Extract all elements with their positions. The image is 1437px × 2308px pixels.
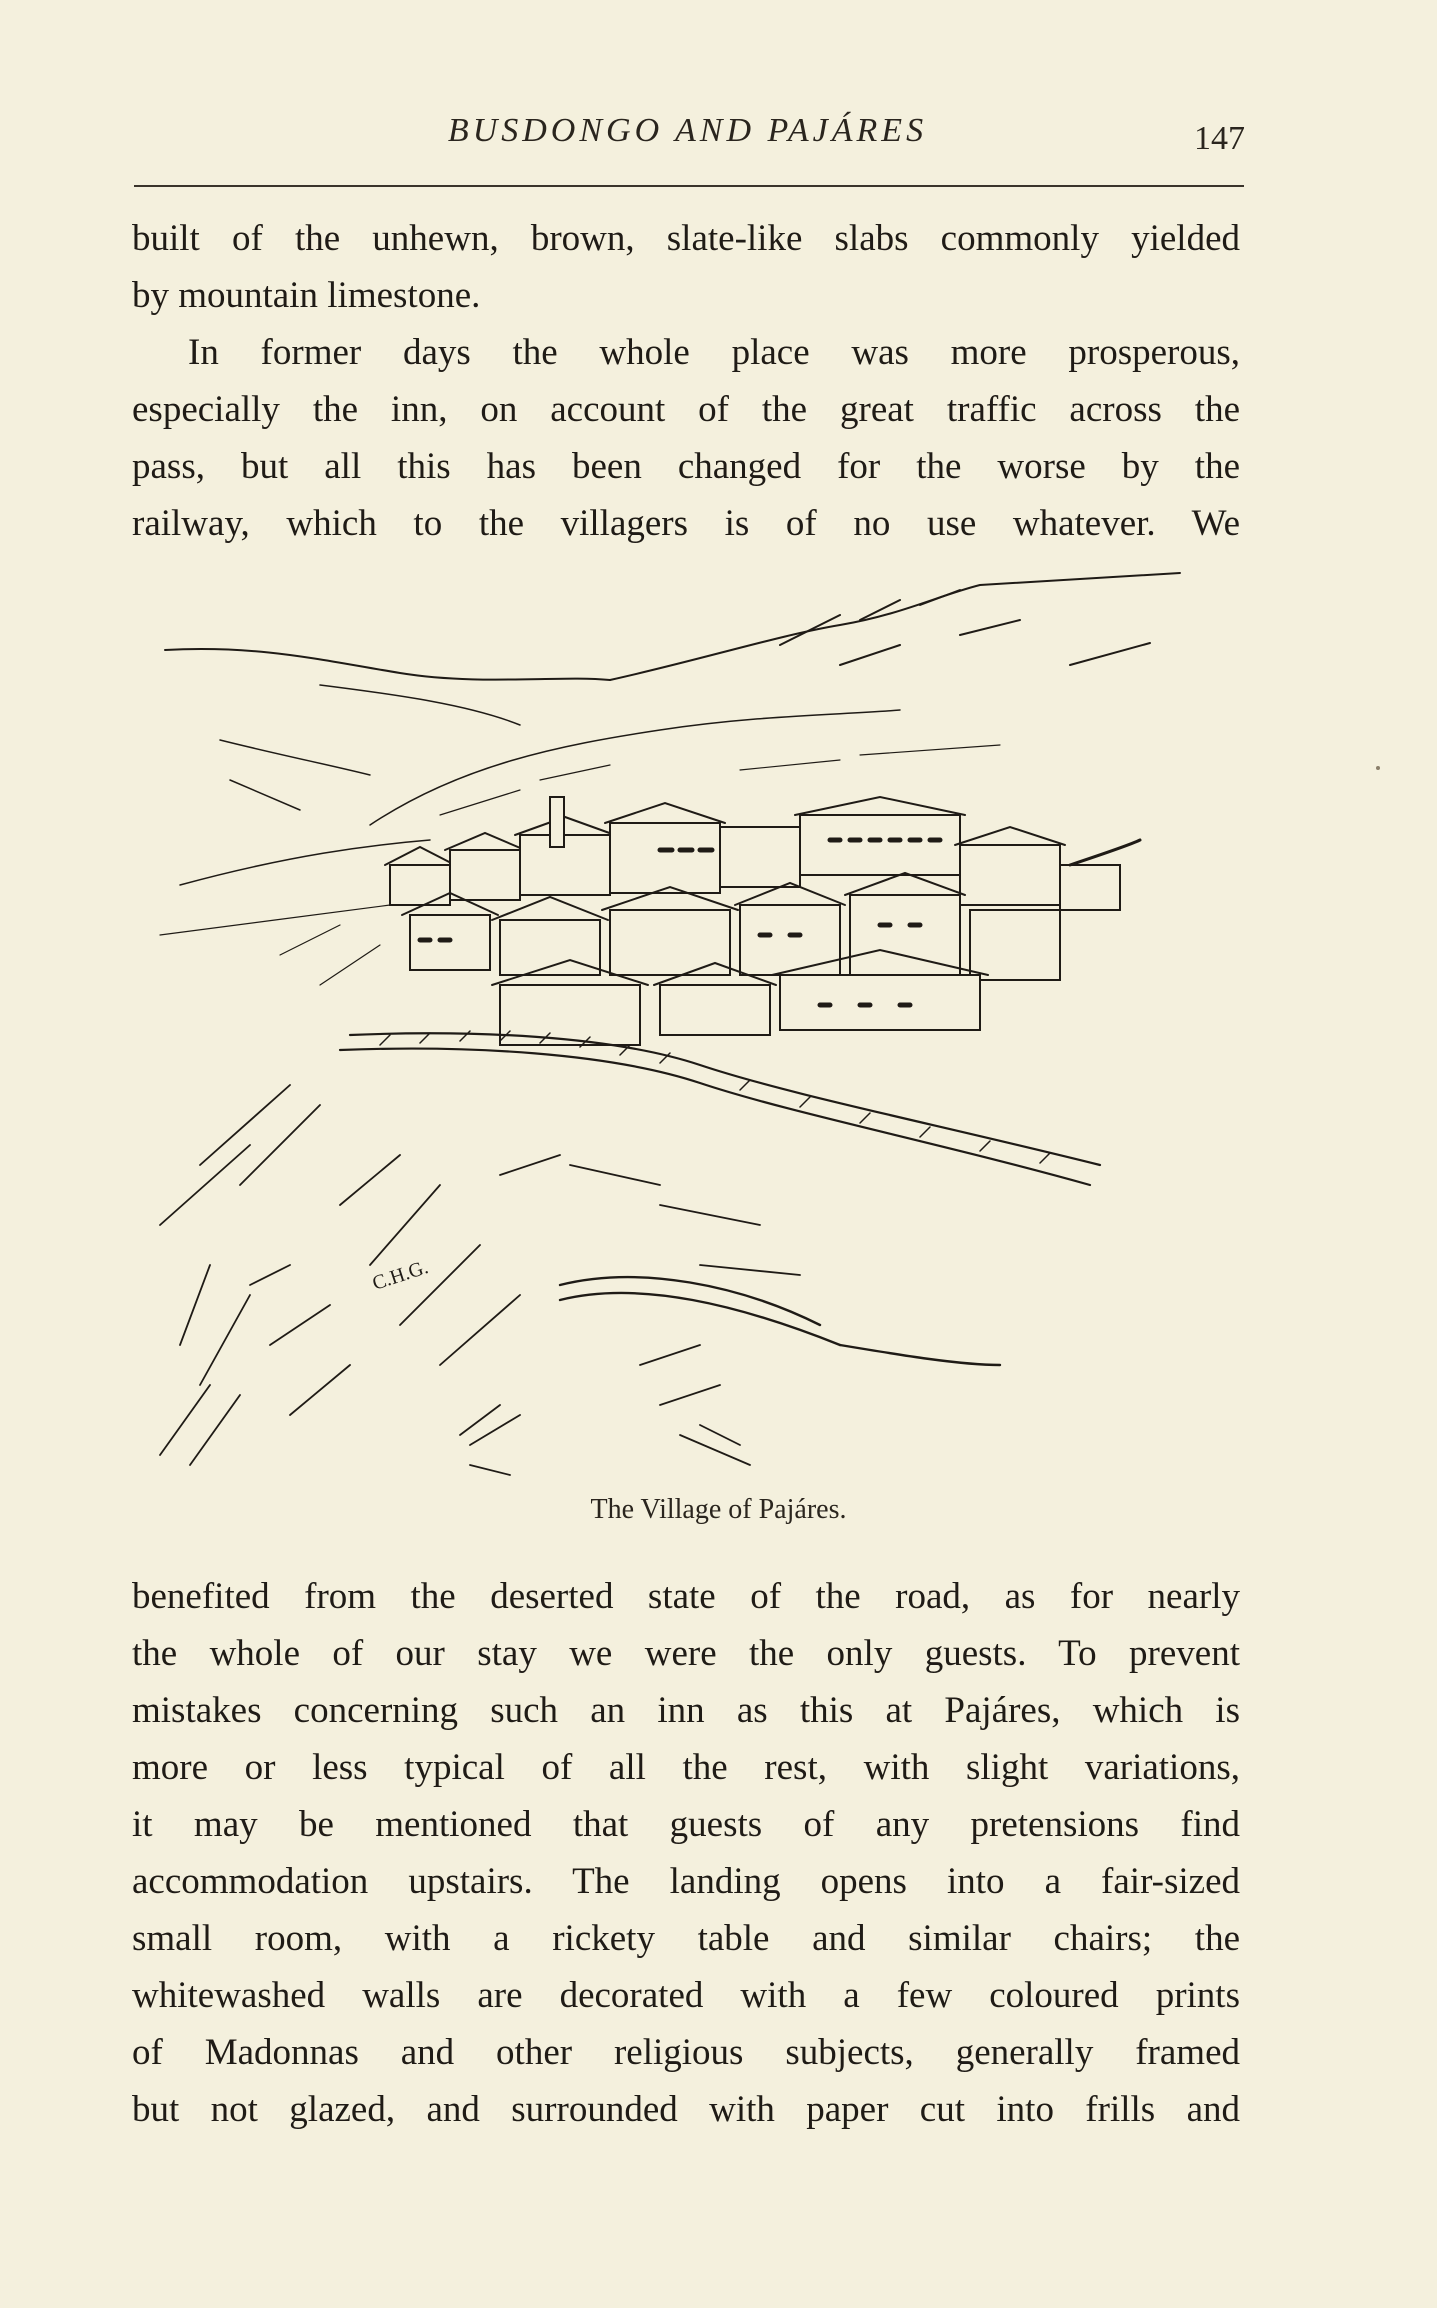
running-head <box>130 112 1245 160</box>
text-line: of Madonnas and other religious subjects, generally framed <box>132 2032 1240 2073</box>
text-line: whitewashed walls are decorated with a few coloured prints <box>132 1975 1240 2016</box>
village-sketch <box>140 565 1240 1485</box>
text-line: accommodation upstairs. The landing opens into a fair-sized <box>132 1861 1240 1902</box>
text-line: In former days the whole place was more prosperous, <box>188 332 1240 373</box>
artist-signature: C.H.G. <box>369 1256 431 1295</box>
text-line: railway, which to the villagers is of no use whatever. We <box>132 503 1240 544</box>
running-title: BUSDONGO AND PAJÁRES <box>447 112 928 149</box>
paragraph-continuation <box>132 210 1240 324</box>
text-line: mistakes concerning such an inn as this at Pajáres, which is <box>132 1690 1240 1731</box>
text-line: the whole of our stay we were the only guests. To prevent <box>132 1633 1240 1674</box>
text-line: but not glazed, and surrounded with paper cut into frills and <box>132 2089 1240 2130</box>
text-line: built of the unhewn, brown, slate-like slabs commonly yielded <box>132 218 1240 259</box>
text-line: small room, with a rickety table and similar chairs; the <box>132 1918 1240 1959</box>
village-illustration <box>140 565 1240 1485</box>
text-line: more or less typical of all the rest, with slight variations, <box>132 1747 1240 1788</box>
text-line: benefited from the deserted state of the road, as for nearly <box>132 1576 1240 1617</box>
text-line: especially the inn, on account of the great traffic across the <box>132 389 1240 430</box>
figure-caption: The Village of Pajáres. <box>590 1494 847 1525</box>
village-buildings <box>385 797 1120 1045</box>
paragraph-benefited <box>132 1568 1240 2138</box>
page-number: 147 <box>1194 120 1245 157</box>
foreground-strokes <box>160 1085 1000 1475</box>
text-line: by mountain limestone. <box>132 275 481 316</box>
text-line: it may be mentioned that guests of any pretensions find <box>132 1804 1240 1845</box>
header-rule <box>134 185 1244 187</box>
paper-speck <box>1376 766 1380 770</box>
text-line: pass, but all this has been changed for the worse by the <box>132 446 1240 487</box>
paragraph-former-days <box>132 324 1240 552</box>
